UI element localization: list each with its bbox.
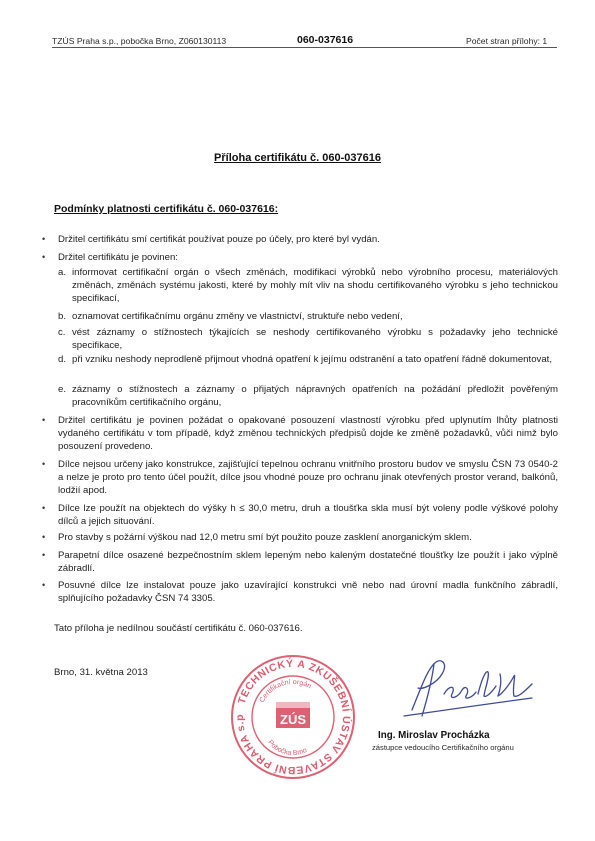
condition-item: Pro stavby s požární výškou nad 12,0 metru smí být použito pouze zasklení anorganickým sklem. — [58, 532, 472, 543]
annex-note: Tato příloha je nedílnou součástí certifikátu č. 060-037616. — [54, 623, 303, 634]
condition-item: Držitel certifikátu je povinen: — [58, 252, 178, 263]
document-title: Příloha certifikátu č. 060-037616 — [214, 152, 381, 164]
condition-item: Posuvné dílce lze instalovat pouze jako uzavírající konstrukci vně nebo nad úrovní madla funkčního zábradlí, splňujícího požadavky ČSN 74 3305. — [58, 580, 558, 604]
svg-text:Certifikační orgán: Certifikační orgán — [258, 678, 313, 704]
signature-graphic — [392, 650, 542, 728]
svg-text:TECHNICKÝ A ZKUŠEBNÍ ÚSTAV STA: TECHNICKÝ A ZKUŠEBNÍ ÚSTAV STAVEBNÍ PRAHA s.p — [233, 657, 353, 777]
svg-text:ZÚS: ZÚS — [280, 712, 306, 727]
condition-item: Dílce nejsou určeny jako konstrukce, zajišťující tepelnou ochranu vnitřního prostoru budov ve smyslu ČSN 73 0540-2 a nelze je proto pro tento účel použít, dílce jsou vhodné pouze pro ochranu jinak otevřených prostor verand, balkónů, lodžií apod. — [58, 459, 558, 496]
header-page-count: Počet stran přílohy: 1 — [466, 36, 548, 46]
condition-item: Parapetní dílce osazené bezpečnostním sklem lepeným nebo kaleným dostatečné tloušťky lze použít i jako výplně zábradlí. — [58, 550, 558, 574]
duty-item — [58, 383, 558, 409]
duty-marker: c. — [58, 327, 66, 338]
duty-item — [58, 353, 558, 366]
duty-marker: d. — [58, 354, 67, 365]
condition-item: Držitel certifikátu je povinen požádat o opakované posouzení vlastností výrobku před uplynutím lhůty platnosti vydaného certifikátu v tom případě, když změnou technických předpisů dojde ke změně požadavků, vůči nimž bylo posouzení provedeno. — [58, 415, 558, 452]
duty-item — [58, 266, 558, 305]
duty-marker: a. — [58, 267, 67, 278]
header-certificate-number: 060-037616 — [297, 34, 354, 46]
duty-text: informovat certifikační orgán o všech změnách, modifikaci výrobků nebo výrobního procesu, materiálových změnách, změnách systému jakosti, které by mohly mít vliv na shodu certifikovaného výrobku s jeho technickou specifikací, — [72, 267, 558, 304]
bullet-marker: • — [42, 503, 46, 513]
duty-item — [58, 326, 558, 352]
bullet-marker: • — [42, 252, 46, 262]
header-rule — [52, 47, 557, 48]
signatory-name: Ing. Miroslav Procházka — [378, 730, 490, 741]
bullet-marker: • — [42, 550, 46, 560]
duty-text: při vzniku neshody neprodleně přijmout vhodná opatření k jejímu odstranění a tato opatření řádně dokumentovat, — [72, 354, 552, 365]
header-issuer: TZÚS Praha s.p., pobočka Brno, Z060130113 — [52, 36, 227, 46]
bullet-marker: • — [42, 234, 46, 244]
condition-item: Držitel certifikátu smí certifikát používat pouze po účely, pro které byl vydán. — [58, 234, 380, 245]
duty-marker: e. — [58, 384, 67, 395]
svg-text:Pobočka Brno: Pobočka Brno — [266, 739, 309, 758]
duty-text: záznamy o stížnostech a záznamy o přijatých nápravných opatřeních na požádání předložit pověřeným pracovníkům certifikačního orgánu, — [72, 384, 558, 408]
signatory-role: zástupce vedoucího Certifikačního orgánu — [372, 743, 514, 752]
duty-item — [58, 310, 558, 323]
bullet-marker: • — [42, 415, 46, 425]
official-stamp — [228, 652, 358, 782]
duty-text: vést záznamy o stížnostech týkajících se neshody certifikovaného výrobku s požadavky jeho technické specifikace, — [72, 327, 558, 351]
bullet-marker: • — [42, 459, 46, 469]
duty-text: oznamovat certifikačnímu orgánu změny ve vlastnictví, struktuře nebo vedení, — [72, 311, 403, 322]
conditions-heading: Podmínky platnosti certifikátu č. 060-037616: — [54, 203, 279, 215]
duty-marker: b. — [58, 311, 67, 322]
condition-item: Dílce lze použít na objektech do výšky h ≤ 30,0 metru, druh a tloušťka skla musí být voleny podle výškové polohy dílců a jejich situování. — [58, 503, 558, 527]
handwritten-signature — [392, 650, 542, 728]
stamp-graphic — [228, 652, 358, 782]
place-date: Brno, 31. května 2013 — [54, 667, 148, 678]
bullet-marker: • — [42, 532, 46, 542]
bullet-marker: • — [42, 580, 46, 590]
